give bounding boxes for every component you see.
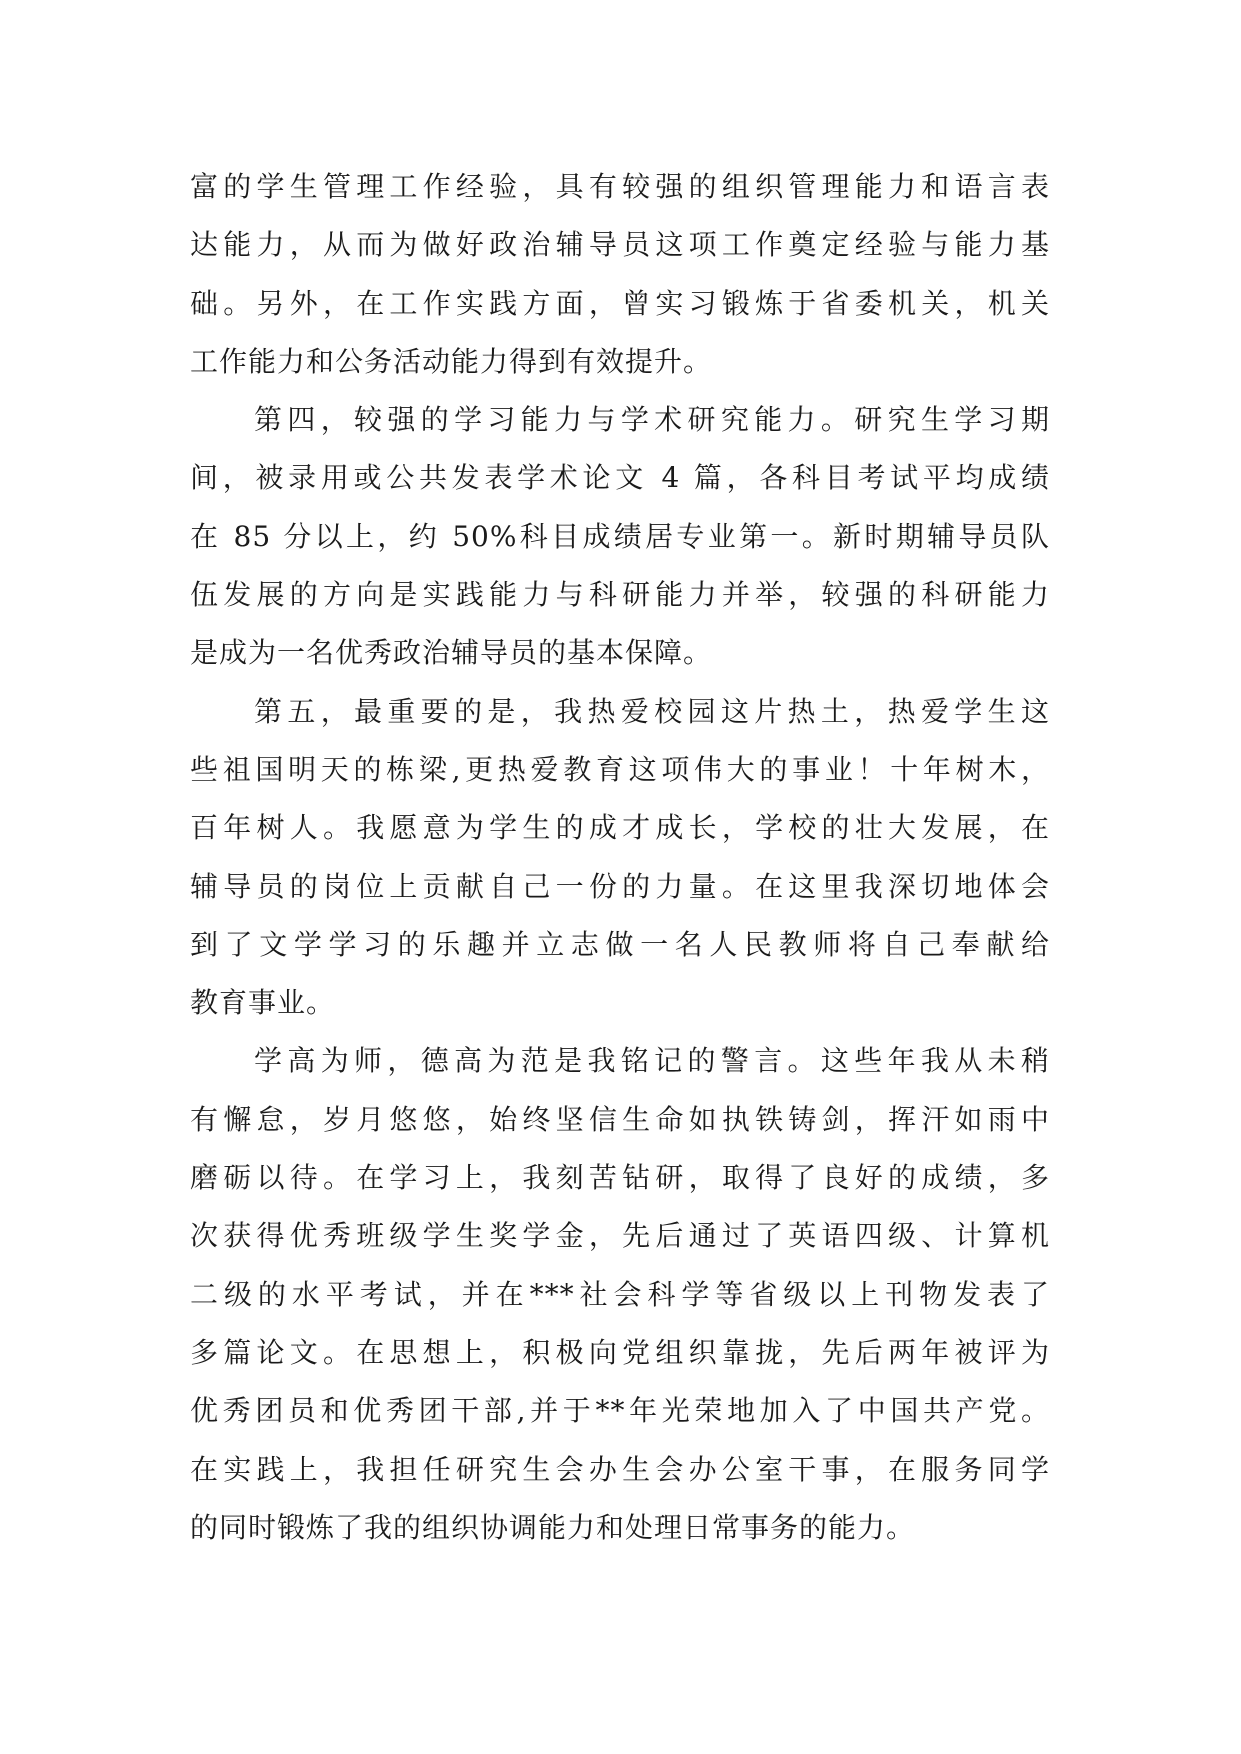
text-line: 些祖国明天的栋梁,更热爱教育这项伟大的事业！十年树木， xyxy=(190,752,1050,786)
text-line: 到了文学学习的乐趣并立志做一名人民教师将自己奉献给 xyxy=(190,927,1050,961)
text-line: 工作能力和公务活动能力得到有效提升。 xyxy=(190,344,713,378)
text-line: 间，被录用或公共发表学术论文 4 篇，各科目考试平均成绩 xyxy=(190,461,1050,495)
text-line: 次获得优秀班级学生奖学金，先后通过了英语四级、计算机 xyxy=(190,1219,1050,1253)
text-line: 是成为一名优秀政治辅导员的基本保障。 xyxy=(190,636,713,670)
body-text xyxy=(190,158,1050,1557)
paragraph xyxy=(190,683,1050,1033)
text-line: 础。另外，在工作实践方面，曾实习锻炼于省委机关，机关 xyxy=(190,286,1050,320)
text-line: 伍发展的方向是实践能力与科研能力并举，较强的科研能力 xyxy=(190,578,1050,612)
paragraph xyxy=(190,158,1050,391)
text-line: 在 85 分以上，约 50%科目成绩居专业第一。新时期辅导员队 xyxy=(190,519,1050,553)
text-line: 第五，最重要的是，我热爱校园这片热土，热爱学生这 xyxy=(254,694,1050,728)
text-line: 在实践上，我担任研究生会办生会办公室干事，在服务同学 xyxy=(190,1452,1050,1486)
text-line: 多篇论文。在思想上，积极向党组织靠拢，先后两年被评为 xyxy=(190,1335,1050,1369)
text-line: 辅导员的岗位上贡献自己一份的力量。在这里我深切地体会 xyxy=(190,869,1050,903)
text-line: 二级的水平考试，并在***社会科学等省级以上刊物发表了 xyxy=(190,1277,1050,1311)
text-line: 有懈怠，岁月悠悠，始终坚信生命如执铁铸剑，挥汗如雨中 xyxy=(190,1102,1050,1136)
text-line: 磨砺以待。在学习上，我刻苦钻研，取得了良好的成绩，多 xyxy=(190,1161,1050,1195)
text-line: 达能力，从而为做好政治辅导员这项工作奠定经验与能力基 xyxy=(190,228,1050,262)
text-line: 优秀团员和优秀团干部,并于**年光荣地加入了中国共产党。 xyxy=(190,1394,1050,1428)
text-line: 富的学生管理工作经验，具有较强的组织管理能力和语言表 xyxy=(190,170,1050,203)
text-line: 学高为师，德高为范是我铭记的警言。这些年我从未稍 xyxy=(254,1044,1050,1078)
text-line: 教育事业。 xyxy=(190,986,336,1020)
paragraph xyxy=(190,1032,1050,1557)
text-line: 第四，较强的学习能力与学术研究能力。研究生学习期 xyxy=(254,403,1050,437)
paragraph xyxy=(190,391,1050,682)
text-line: 的同时锻炼了我的组织协调能力和处理日常事务的能力。 xyxy=(190,1510,916,1544)
text-line: 百年树人。我愿意为学生的成才成长，学校的壮大发展，在 xyxy=(190,811,1050,845)
